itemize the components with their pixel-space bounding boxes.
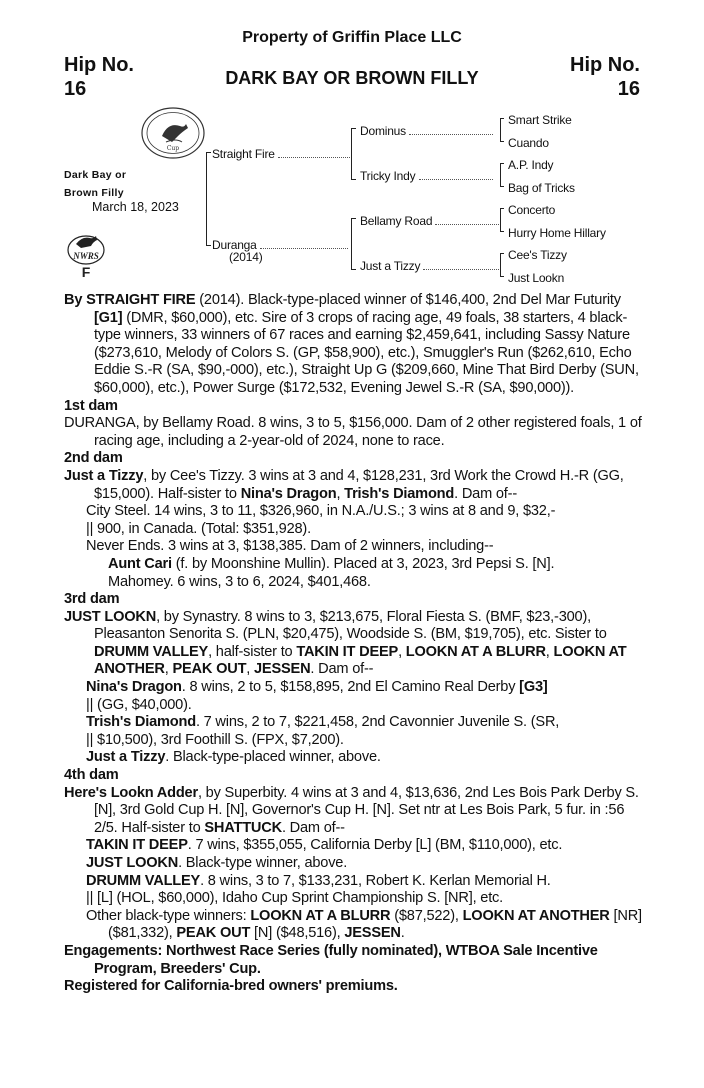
sex-description: DARK BAY OR BROWN FILLY [225, 68, 479, 88]
foaling-date: March 18, 2023 [92, 200, 179, 214]
sire-sire: Dominus [360, 124, 493, 138]
registration-note: Registered for California-bred owners' premiums. [64, 978, 398, 995]
dam-year: (2014) [229, 250, 263, 264]
hip-label: Hip No. [570, 54, 640, 76]
grandparent-2: Cuando [508, 136, 549, 150]
grandparent-5: Concerto [508, 203, 556, 217]
fourth-dam-paragraph: Here's Lookn Adder, by Superbity. 4 wins at 3 and 4, $13,636, 2nd Les Bois Park Derby S. [N], 3rd Gold Cup H. [N], Governor's Cup H. [N]. Set ntr at Les Bois Park, 5 fur. in :56 2/5. Half-sister to SHATTUCK. Dam of-- [64, 784, 639, 836]
grandparent-1: Smart Strike [508, 113, 572, 127]
svg-text:Cup: Cup [166, 145, 180, 152]
produce-takin-it-deep: TAKIN IT DEEP. 7 wins, $355,055, California Derby [L] (BM, $110,000), etc. [86, 837, 563, 854]
sire-dam: Tricky Indy [360, 169, 493, 183]
color-line-2: Brown Filly [64, 187, 124, 199]
grandparent-8: Just Lookn [508, 271, 565, 285]
hip-label: Hip No. [64, 54, 134, 76]
svg-text:NWRS: NWRS [73, 251, 99, 261]
svg-text:F: F [81, 264, 91, 280]
sire-paragraph: By STRAIGHT FIRE (2014). Black-type-placed winner of $146,400, 2nd Del Mar Futurity [G1] (DMR, $60,000), etc. Sire of 3 crops of racing age, 49 foals, 38 starters, 4 black-type winners, 33 winners of 67 races and earning $2,459,641, including Sassy Nature ($273,610, Melody of Colors S. (GP, $58,900), etc.), Smuggler's Run ($262,610, Echo Eddie S.-R (SA, $90,-000), etc.), Straight Up G ($209,660, Mine That Bird Derby (SUN, $60,000), etc.), Power Surge ($172,532, Evening Jewel S.-R (SA, $90,000)). [64, 292, 639, 396]
produce-ninas-dragon: Nina's Dragon. 8 wins, 2 to 5, $158,895, 2nd El Camino Real Derby [G3] || (GG, $40,000). [86, 679, 548, 713]
produce-aunt-cari: Aunt Cari (f. by Moonshine Mullin). Placed at 3, 2023, 3rd Pepsi S. [N]. Mahomey. 6 wins, 3 to 6, 2024, $401,468. [108, 555, 555, 590]
nwrs-logo [66, 230, 106, 280]
consignor: Property of Griffin Place LLC [242, 29, 462, 46]
hip-number: 16 [64, 78, 87, 100]
produce-drumm-valley: DRUMM VALLEY. 8 wins, 3 to 7, $133,231, Robert K. Kerlan Memorial H. || [L] (HOL, $60,000), Idaho Cup Sprint Championship S. [NR], etc. [86, 872, 551, 907]
sire: Straight Fire [212, 147, 350, 161]
color-line-1: Dark Bay or [64, 169, 127, 181]
first-dam-heading: 1st dam [64, 397, 118, 414]
first-dam-paragraph: DURANGA, by Bellamy Road. 8 wins, 3 to 5, $156,000. Dam of 2 other registered foals, 1 of racing age, including a 2-year-old of 2024, none to race. [64, 415, 642, 449]
catalog-body [64, 292, 642, 996]
third-dam-heading: 3rd dam [64, 591, 120, 608]
fourth-dam-heading: 4th dam [64, 767, 119, 784]
breeders-cup-seal-icon [140, 106, 206, 160]
dam-sire: Bellamy Road [360, 214, 499, 228]
grandparent-6: Hurry Home Hillary [508, 226, 606, 240]
second-dam-paragraph: Just a Tizzy, by Cee's Tizzy. 3 wins at 3 and 4, $128,231, 3rd Work the Crowd H.-R (GG, $15,000). Half-sister to Nina's Dragon, Trish's Diamond. Dam of-- [64, 467, 624, 502]
hip-number: 16 [617, 78, 640, 100]
grandparent-3: A.P. Indy [508, 158, 554, 172]
produce-just-a-tizzy: Just a Tizzy. Black-type-placed winner, above. [86, 749, 381, 766]
second-dam-heading: 2nd dam [64, 450, 123, 467]
other-black-type-winners: Other black-type winners: LOOKN AT A BLURR ($87,522), LOOKN AT ANOTHER [NR] ($81,332), PEAK OUT [N] ($48,516), JESSEN. [86, 907, 642, 942]
engagements: Engagements: Northwest Race Series (fully nominated), WTBOA Sale Incentive Program, Breeders' Cup. [64, 942, 598, 977]
produce-never-ends: Never Ends. 3 wins at 3, $138,385. Dam of 2 winners, including-- [86, 538, 494, 555]
horse-color [64, 166, 126, 202]
grandparent-7: Cee's Tizzy [508, 248, 567, 262]
produce-trishs-diamond: Trish's Diamond. 7 wins, 2 to 7, $221,458, 2nd Cavonnier Juvenile S. (SR, || $10,500), 3rd Foothill S. (FPX, $7,200). [86, 714, 560, 748]
dam-dam: Just a Tizzy [360, 259, 499, 273]
grandparent-4: Bag of Tricks [508, 181, 575, 195]
dam: Duranga [212, 238, 348, 252]
produce-just-lookn: JUST LOOKN. Black-type winner, above. [86, 855, 348, 871]
produce-city-steel: City Steel. 14 wins, 3 to 11, $326,960, in N.A./U.S.; 3 wins at 8 and 9, $32,- || 900, in Canada. (Total: $351,928). [86, 503, 556, 537]
third-dam-paragraph: JUST LOOKN, by Synastry. 8 wins to 3, $213,675, Floral Fiesta S. (BMF, $23,-300), Pleasanton Senorita S. (PLN, $20,475), Woodside S. (BM, $19,705), etc. Sister to DRUMM VALLEY, half-sister to TAKIN IT DEEP, LOOKN AT A BLURR, LOOKN AT ANOTHER, PEAK OUT, JESSEN. Dam of-- [64, 608, 627, 678]
